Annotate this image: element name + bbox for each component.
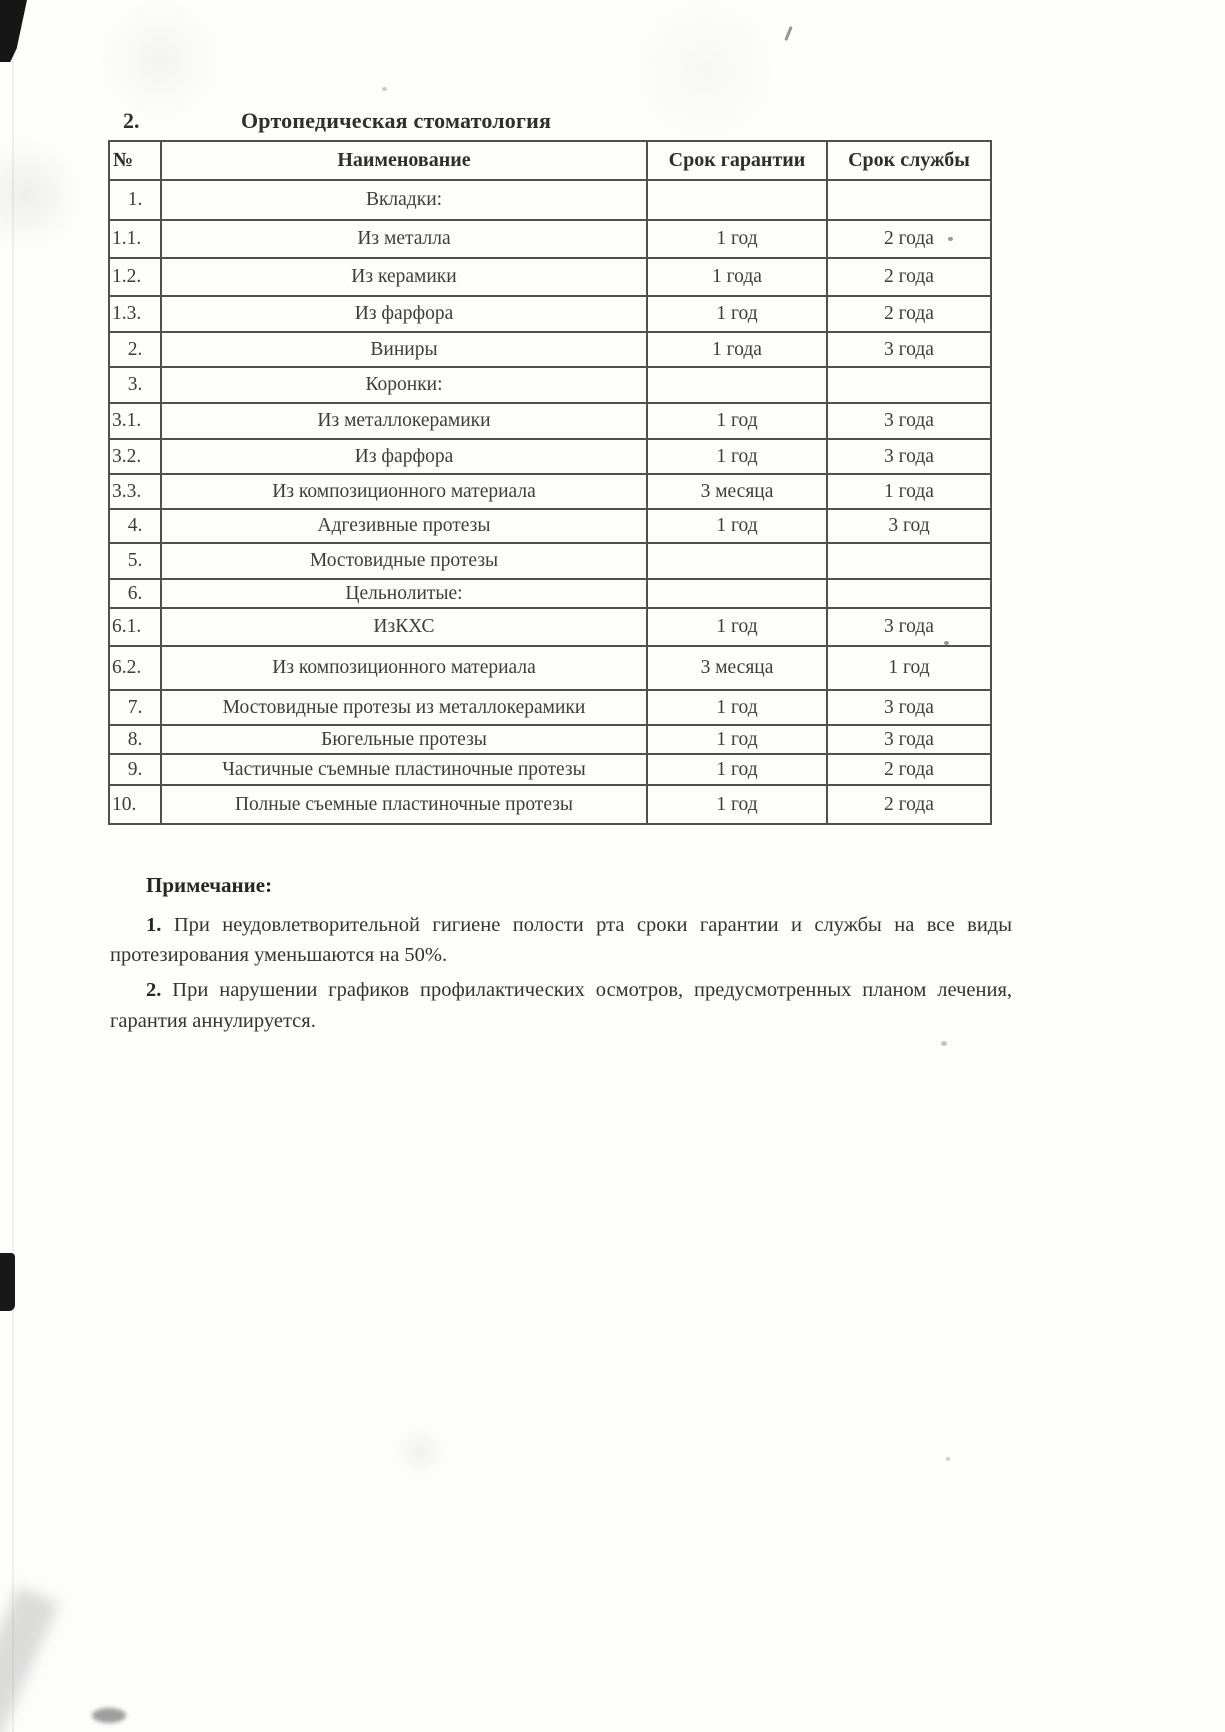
cell-service: 2 года xyxy=(827,754,991,785)
cell-warranty: 1 год xyxy=(647,608,827,646)
table-row xyxy=(109,509,991,543)
cell-warranty: 1 год xyxy=(647,725,827,754)
cell-num: 4. xyxy=(109,509,161,543)
scan-speck xyxy=(784,26,792,41)
cell-warranty: 1 год xyxy=(647,754,827,785)
scan-speck xyxy=(946,1457,950,1461)
table-row xyxy=(109,296,991,332)
cell-service: 2 года xyxy=(827,220,991,258)
note-item xyxy=(110,975,1012,1037)
warranty-table xyxy=(108,140,992,825)
table-row xyxy=(109,690,991,725)
table-row xyxy=(109,785,991,824)
cell-warranty xyxy=(647,180,827,220)
cell-service: 3 года xyxy=(827,439,991,474)
table-row xyxy=(109,725,991,754)
cell-name: Из керамики xyxy=(161,258,647,296)
cell-num: 3. xyxy=(109,367,161,403)
note-number: 2. xyxy=(146,979,162,1001)
table-row xyxy=(109,439,991,474)
cell-num: 3.1. xyxy=(109,403,161,439)
table-row xyxy=(109,180,991,220)
scan-streak xyxy=(0,1586,59,1732)
table-row xyxy=(109,332,991,367)
section-number: 2. xyxy=(123,108,140,133)
cell-service xyxy=(827,579,991,608)
cell-name: Адгезивные протезы xyxy=(161,509,647,543)
cell-name: Из металлокерамики xyxy=(161,403,647,439)
cell-warranty xyxy=(647,367,827,403)
table-row xyxy=(109,579,991,608)
cell-num: 2. xyxy=(109,332,161,367)
notes-section xyxy=(110,870,1012,1041)
cell-num: 6. xyxy=(109,579,161,608)
table-row xyxy=(109,543,991,579)
cell-warranty: 3 месяца xyxy=(647,474,827,509)
cell-warranty: 1 года xyxy=(647,332,827,367)
table-row xyxy=(109,754,991,785)
cell-service: 3 года xyxy=(827,332,991,367)
cell-name: Коронки: xyxy=(161,367,647,403)
cell-name: Виниры xyxy=(161,332,647,367)
cell-num: 1.1. xyxy=(109,220,161,258)
cell-name: Из металла xyxy=(161,220,647,258)
cell-num: 9. xyxy=(109,754,161,785)
cell-num: 6.1. xyxy=(109,608,161,646)
cell-name: Полные съемные пластиночные протезы xyxy=(161,785,647,824)
cell-name: Вкладки: xyxy=(161,180,647,220)
cell-num: 1.3. xyxy=(109,296,161,332)
cell-name: Из фарфора xyxy=(161,439,647,474)
note-text: При неудовлетворительной гигиене полости рта сроки гарантии и службы на все виды протезирования уменьшаются на 50%. xyxy=(110,913,1013,967)
scan-smudge xyxy=(92,1708,126,1723)
cell-service: 3 года xyxy=(827,725,991,754)
cell-num: 3.3. xyxy=(109,474,161,509)
cell-warranty: 1 год xyxy=(647,785,827,824)
table-row xyxy=(109,220,991,258)
scan-fold-line xyxy=(12,0,14,1732)
cell-name: Бюгельные протезы xyxy=(161,725,647,754)
table-row xyxy=(109,367,991,403)
scan-speck xyxy=(941,1041,947,1046)
header-name: Наименование xyxy=(161,141,647,180)
cell-service xyxy=(827,180,991,220)
cell-warranty xyxy=(647,543,827,579)
cell-num: 8. xyxy=(109,725,161,754)
table-row xyxy=(109,608,991,646)
cell-name: ИзКХС xyxy=(161,608,647,646)
cell-warranty: 1 год xyxy=(647,296,827,332)
cell-name: Из композиционного материала xyxy=(161,646,647,690)
scan-edge-mark xyxy=(0,1253,15,1311)
cell-service: 2 года xyxy=(827,785,991,824)
table-row xyxy=(109,258,991,296)
header-row xyxy=(109,141,991,180)
cell-name: Из композиционного материала xyxy=(161,474,647,509)
cell-service xyxy=(827,367,991,403)
cell-num: 6.2. xyxy=(109,646,161,690)
cell-num: 7. xyxy=(109,690,161,725)
cell-service: 3 год xyxy=(827,509,991,543)
cell-service: 2 года xyxy=(827,296,991,332)
cell-name: Из фарфора xyxy=(161,296,647,332)
note-text: При нарушении графиков профилактических осмотров, предусмотренных планом лечения, гарантия аннулируется. xyxy=(110,979,1012,1032)
cell-warranty: 1 год xyxy=(647,690,827,725)
cell-name: Мостовидные протезы из металлокерамики xyxy=(161,690,647,725)
table-header xyxy=(109,141,991,180)
table-row xyxy=(109,474,991,509)
cell-service xyxy=(827,543,991,579)
cell-warranty: 1 года xyxy=(647,258,827,296)
cell-service: 1 год xyxy=(827,646,991,690)
header-warranty: Срок гарантии xyxy=(647,141,827,180)
cell-name: Частичные съемные пластиночные протезы xyxy=(161,754,647,785)
header-service: Срок службы xyxy=(827,141,991,180)
note-item xyxy=(110,910,1012,972)
cell-num: 1. xyxy=(109,180,161,220)
cell-num: 1.2. xyxy=(109,258,161,296)
cell-warranty xyxy=(647,579,827,608)
cell-num: 10. xyxy=(109,785,161,824)
cell-service: 1 года xyxy=(827,474,991,509)
section-title xyxy=(123,108,551,134)
cell-service: 3 года xyxy=(827,690,991,725)
table-body xyxy=(109,180,991,824)
cell-warranty: 3 месяца xyxy=(647,646,827,690)
table-row xyxy=(109,403,991,439)
cell-service: 2 года xyxy=(827,258,991,296)
scan-speck xyxy=(382,87,387,91)
cell-name: Мостовидные протезы xyxy=(161,543,647,579)
cell-warranty: 1 год xyxy=(647,220,827,258)
header-num: № xyxy=(109,141,161,180)
cell-service: 3 года xyxy=(827,403,991,439)
cell-warranty: 1 год xyxy=(647,403,827,439)
cell-service: 3 года xyxy=(827,608,991,646)
note-number: 1. xyxy=(146,913,162,936)
cell-name: Цельнолитые: xyxy=(161,579,647,608)
notes-heading: Примечание: xyxy=(146,873,273,897)
cell-warranty: 1 год xyxy=(647,439,827,474)
cell-warranty: 1 год xyxy=(647,509,827,543)
scan-corner-mark xyxy=(0,0,27,62)
section-title-text: Ортопедическая стоматология xyxy=(241,108,552,133)
table-row xyxy=(109,646,991,690)
cell-num: 5. xyxy=(109,543,161,579)
cell-num: 3.2. xyxy=(109,439,161,474)
